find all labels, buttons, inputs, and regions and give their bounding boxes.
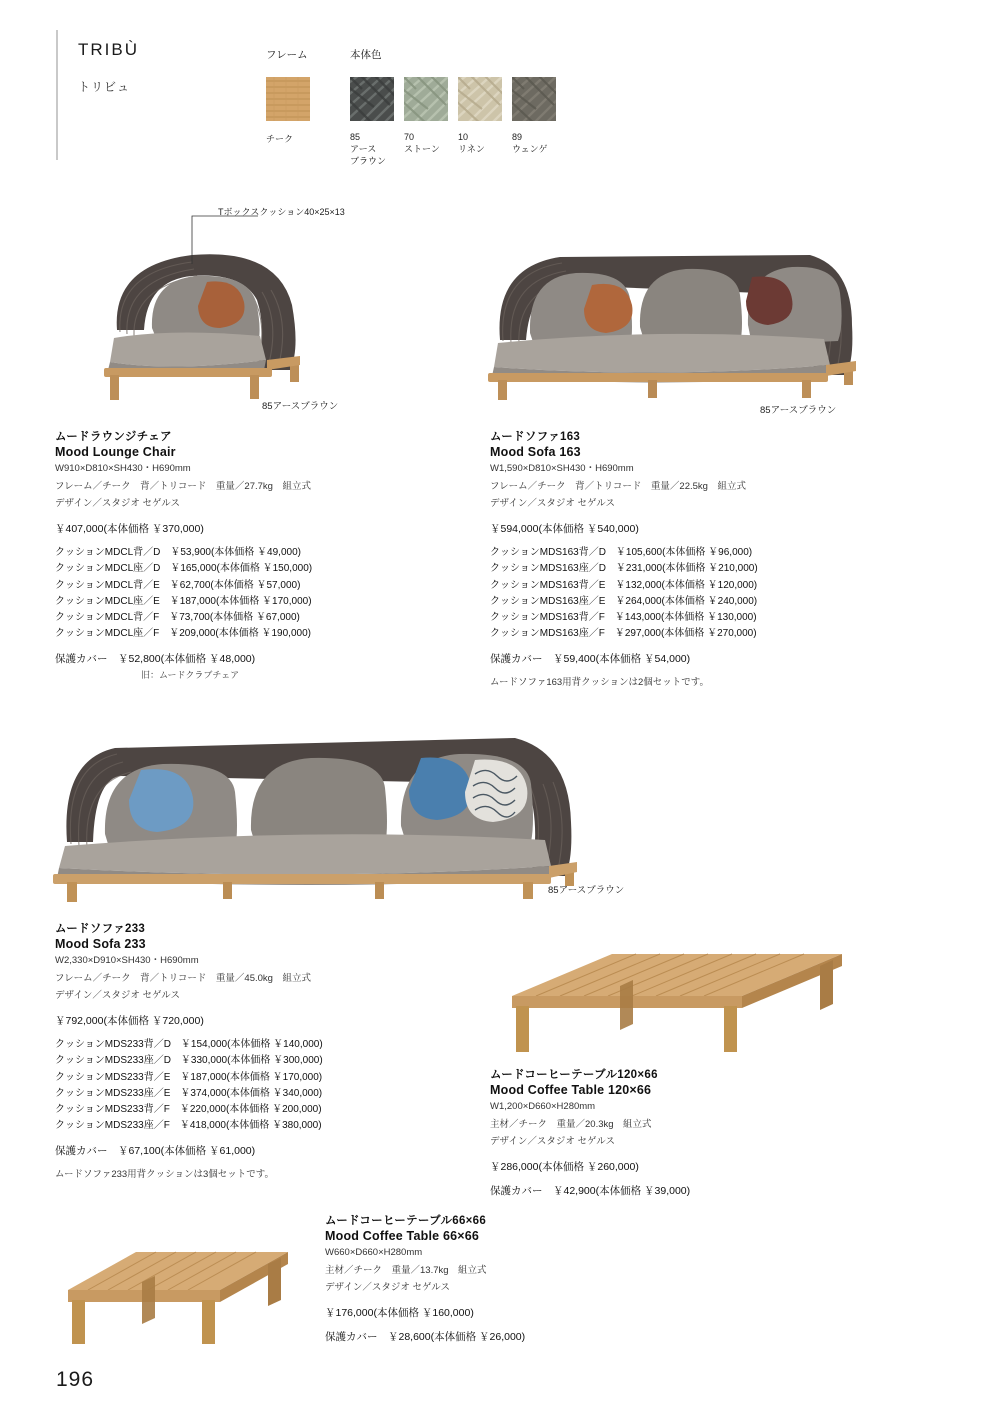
option-row: クッションMDCL背／D ￥53,900(本体価格 ￥49,000) <box>55 547 301 559</box>
product-price: ￥286,000(本体価格 ￥260,000) <box>490 1161 639 1174</box>
product-material: 主材／チーク 重量／13.7kg 組立式 <box>325 1264 487 1276</box>
swatch-85-name-line1: アース <box>350 144 377 154</box>
swatch-85-earth-brown <box>350 77 394 121</box>
option-row: クッションMDS233座／F ￥418,000(本体価格 ￥380,000) <box>55 1120 322 1132</box>
product-price: ￥176,000(本体価格 ￥160,000) <box>325 1307 474 1320</box>
brand-title: TRIBÙ <box>78 40 139 59</box>
product-design: デザイン／スタジオ セゲルス <box>55 498 180 510</box>
product-name-jp: ムードソファ233 <box>55 923 146 935</box>
option-row: クッションMDS163背／E ￥132,000(本体価格 ￥120,000) <box>490 579 758 591</box>
product-name-jp: ムードコーヒーテーブル120×66 <box>490 1069 658 1081</box>
option-row: クッションMDCL背／E ￥62,700(本体価格 ￥57,000) <box>55 579 301 591</box>
option-row: クッションMDCL座／D ￥165,000(本体価格 ￥150,000) <box>55 563 313 575</box>
body-color-group-label: 本体色 <box>350 49 382 61</box>
product-name-en: Mood Sofa 163 <box>490 445 581 459</box>
swatch-89-wenge <box>512 77 556 121</box>
product-dimensions: W1,200×D660×H280mm <box>490 1101 596 1112</box>
product-dimensions: W2,330×D910×SH430・H690mm <box>55 955 199 966</box>
option-row: クッションMDS233座／D ￥330,000(本体価格 ￥300,000) <box>55 1055 323 1067</box>
product-dimensions: W910×D810×SH430・H690mm <box>55 463 191 474</box>
product-material: フレーム／チーク 背／トリコード 重量／22.5kg 組立式 <box>490 480 746 492</box>
product-options <box>490 545 920 642</box>
option-row: クッションMDCL背／F ￥73,700(本体価格 ￥67,000) <box>55 611 300 623</box>
product-design: デザイン／スタジオ セゲルス <box>55 990 180 1002</box>
product-material: 主材／チーク 重量／20.3kg 組立式 <box>490 1118 652 1130</box>
product-dimensions: W1,590×D810×SH430・H690mm <box>490 463 634 474</box>
product-image-mood-coffee-table-66 <box>50 1238 300 1348</box>
product-design: デザイン／スタジオ セゲルス <box>490 1136 615 1148</box>
option-row: クッションMDS233背／D ￥154,000(本体価格 ￥140,000) <box>55 1039 323 1051</box>
product-material: フレーム／チーク 背／トリコード 重量／45.0kg 組立式 <box>55 972 311 984</box>
color-caption-sofa163: 85アースブラウン <box>760 405 837 416</box>
product-note: ムードソファ233用背クッションは3個セットです。 <box>55 1169 275 1181</box>
product-name-jp: ムードコーヒーテーブル66×66 <box>325 1215 487 1227</box>
swatch-teak <box>266 77 310 121</box>
color-caption-chair: 85アースブラウン <box>262 401 339 412</box>
product-block-mood-coffee-table-120 <box>490 1066 890 1198</box>
swatch-70-code: 70 <box>404 132 415 142</box>
swatch-70-stone <box>404 77 448 121</box>
swatch-85-code: 85 <box>350 132 361 142</box>
product-cover-price: 保護カバー ￥67,100(本体価格 ￥61,000) <box>55 1145 256 1158</box>
swatch-89-name: ウェンゲ <box>512 144 548 154</box>
option-row: クッションMDS233背／F ￥220,000(本体価格 ￥200,000) <box>55 1103 322 1115</box>
product-cover-price: 保護カバー ￥28,600(本体価格 ￥26,000) <box>325 1331 526 1344</box>
product-block-mood-sofa-233 <box>55 920 455 1180</box>
swatch-10-code: 10 <box>458 132 469 142</box>
product-cover-price: 保護カバー ￥42,900(本体価格 ￥39,000) <box>490 1185 691 1198</box>
product-options <box>55 1037 455 1134</box>
cushion-leader-line <box>190 212 260 267</box>
product-price: ￥792,000(本体価格 ￥720,000) <box>55 1015 204 1028</box>
swatch-10-name: リネン <box>458 144 485 154</box>
swatch-89-code: 89 <box>512 132 523 142</box>
product-block-mood-lounge-chair <box>55 428 455 681</box>
product-image-mood-coffee-table-120 <box>490 940 850 1060</box>
product-note: 旧：ムードクラブチェア <box>141 670 240 681</box>
option-row: クッションMDCL座／E ￥187,000(本体価格 ￥170,000) <box>55 595 312 607</box>
option-row: クッションMDS233座／E ￥374,000(本体価格 ￥340,000) <box>55 1087 323 1099</box>
product-block-mood-coffee-table-66 <box>325 1212 725 1344</box>
product-note: ムードソファ163用背クッションは2個セットです。 <box>490 677 710 689</box>
option-row: クッションMDS163座／E ￥264,000(本体価格 ￥240,000) <box>490 595 758 607</box>
product-image-mood-sofa-163 <box>480 215 870 400</box>
page-number: 196 <box>56 1368 95 1391</box>
option-row: クッションMDCL座／F ￥209,000(本体価格 ￥190,000) <box>55 628 311 640</box>
swatch-teak-caption: チーク <box>266 134 294 144</box>
product-dimensions: W660×D660×H280mm <box>325 1247 423 1258</box>
color-caption-sofa233: 85アースブラウン <box>548 885 625 896</box>
product-options <box>55 545 455 642</box>
product-price: ￥407,000(本体価格 ￥370,000) <box>55 523 204 536</box>
product-name-en: Mood Lounge Chair <box>55 445 176 459</box>
product-cover-price: 保護カバー ￥59,400(本体価格 ￥54,000) <box>490 653 691 666</box>
swatch-70-name: ストーン <box>404 144 440 154</box>
header-divider <box>56 30 58 160</box>
product-block-mood-sofa-163 <box>490 428 920 688</box>
product-name-jp: ムードソファ163 <box>490 431 581 443</box>
swatch-85-name-line2: ブラウン <box>350 156 387 166</box>
product-design: デザイン／スタジオ セゲルス <box>325 1282 450 1294</box>
option-row: クッションMDS163座／D ￥231,000(本体価格 ￥210,000) <box>490 563 758 575</box>
brand-title-jp: トリビュ <box>78 80 131 94</box>
option-row: クッションMDS163背／F ￥143,000(本体価格 ￥130,000) <box>490 611 757 623</box>
product-name-jp: ムードラウンジチェア <box>55 431 172 443</box>
product-design: デザイン／スタジオ セゲルス <box>490 498 615 510</box>
product-price: ￥594,000(本体価格 ￥540,000) <box>490 523 639 536</box>
option-row: クッションMDS163背／D ￥105,600(本体価格 ￥96,000) <box>490 547 753 559</box>
product-material: フレーム／チーク 背／トリコード 重量／27.7kg 組立式 <box>55 480 311 492</box>
product-cover-price: 保護カバー ￥52,800(本体価格 ￥48,000) <box>55 653 256 666</box>
option-row: クッションMDS163座／F ￥297,000(本体価格 ￥270,000) <box>490 628 757 640</box>
cushion-leader-label: Tボックスクッション40×25×13 <box>218 207 345 217</box>
swatch-10-linen <box>458 77 502 121</box>
frame-group-label: フレーム <box>266 49 308 61</box>
product-image-mood-sofa-233 <box>45 712 605 902</box>
product-name-en: Mood Sofa 233 <box>55 937 146 951</box>
option-row: クッションMDS233背／E ￥187,000(本体価格 ￥170,000) <box>55 1071 323 1083</box>
product-name-en: Mood Coffee Table 66×66 <box>325 1229 480 1243</box>
product-name-en: Mood Coffee Table 120×66 <box>490 1083 652 1097</box>
